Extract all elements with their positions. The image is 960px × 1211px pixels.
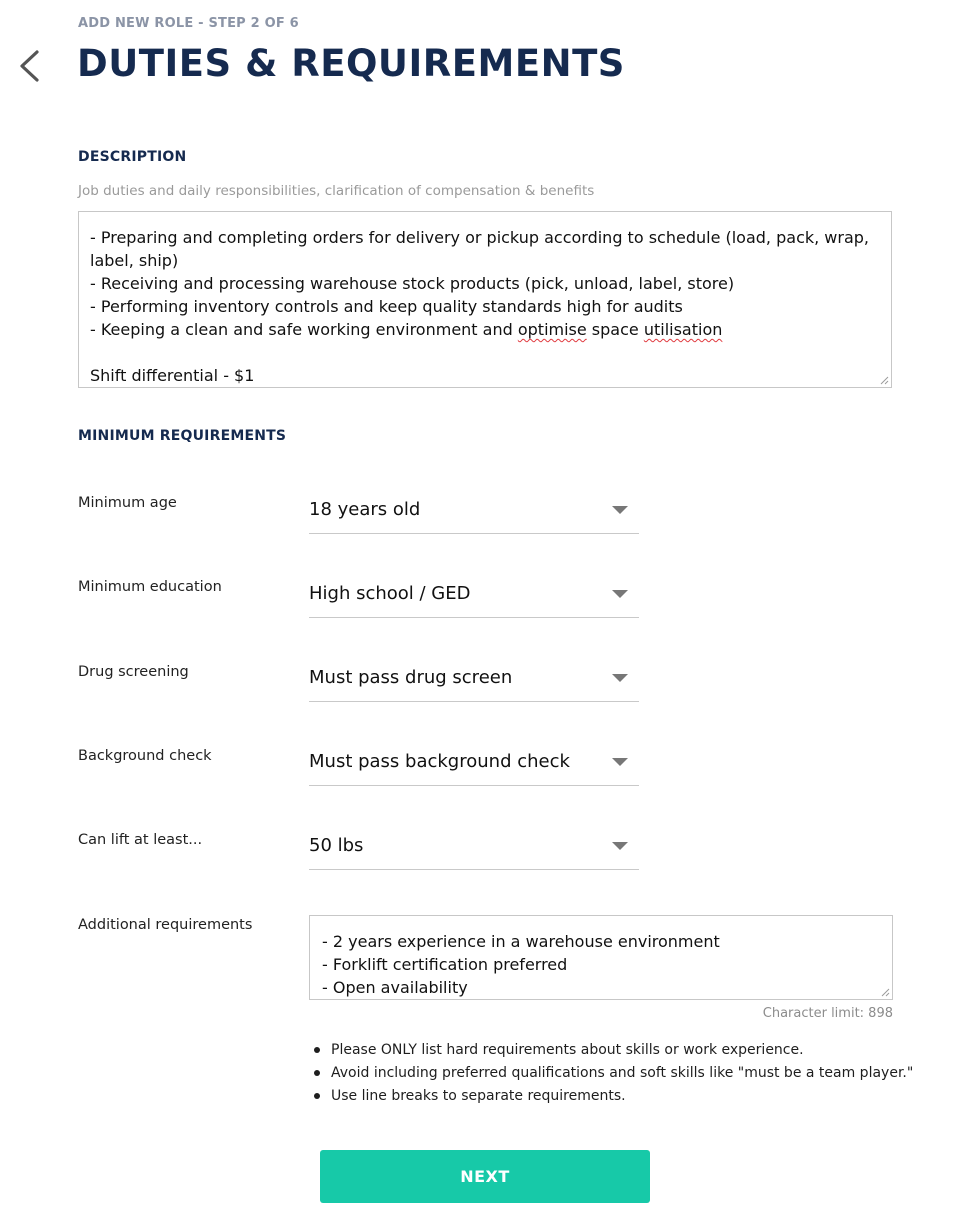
caret-down-icon xyxy=(612,506,628,515)
additional-requirements-textarea[interactable] xyxy=(309,915,893,1000)
step-indicator: ADD NEW ROLE - STEP 2 OF 6 xyxy=(78,16,299,31)
page-title: DUTIES & REQUIREMENTS xyxy=(77,42,625,85)
guideline-item: Avoid including preferred qualifications and soft skills like "must be a team player." xyxy=(312,1063,913,1086)
minimum-age-select[interactable] xyxy=(309,493,639,534)
requirements-guidelines xyxy=(312,1040,913,1109)
description-line: Shift differential - $1 xyxy=(90,366,255,385)
minimum-age-value: 18 years old xyxy=(309,499,421,520)
next-button[interactable]: NEXT xyxy=(320,1150,650,1203)
spellcheck-word: utilisation xyxy=(643,320,723,339)
description-hint: Job duties and daily responsibilities, clarification of compensation & benefits xyxy=(78,183,595,199)
guideline-item: Use line breaks to separate requirements. xyxy=(312,1086,913,1109)
description-line: - Preparing and completing orders for delivery or pickup according to schedule (load, pack, wrap, label, ship) xyxy=(90,228,875,270)
description-line: - Keeping a clean and safe working environment and optimise space utilisation xyxy=(90,320,723,339)
background-check-select[interactable] xyxy=(309,745,639,786)
background-check-label: Background check xyxy=(78,748,212,764)
spellcheck-word: optimise xyxy=(517,320,587,339)
requirements-heading: MINIMUM REQUIREMENTS xyxy=(78,428,287,444)
description-textarea[interactable] xyxy=(78,211,892,388)
drug-screening-label: Drug screening xyxy=(78,664,189,680)
chevron-left-icon xyxy=(14,44,48,88)
drug-screening-select[interactable] xyxy=(309,661,639,702)
resize-handle-icon[interactable] xyxy=(880,376,889,385)
caret-down-icon xyxy=(612,590,628,599)
description-line: - Receiving and processing warehouse stock products (pick, unload, label, store) xyxy=(90,274,735,293)
additional-requirements-label: Additional requirements xyxy=(78,917,253,933)
minimum-education-select[interactable] xyxy=(309,577,639,618)
back-button[interactable] xyxy=(14,44,48,88)
minimum-age-label: Minimum age xyxy=(78,495,177,511)
caret-down-icon xyxy=(612,674,628,683)
resize-handle-icon[interactable] xyxy=(881,988,890,997)
minimum-education-label: Minimum education xyxy=(78,579,222,595)
lift-weight-label: Can lift at least... xyxy=(78,832,203,848)
background-check-value: Must pass background check xyxy=(309,751,570,772)
lift-weight-value: 50 lbs xyxy=(309,835,364,856)
drug-screening-value: Must pass drug screen xyxy=(309,667,513,688)
lift-weight-select[interactable] xyxy=(309,829,639,870)
caret-down-icon xyxy=(612,758,628,767)
caret-down-icon xyxy=(612,842,628,851)
description-heading: DESCRIPTION xyxy=(78,149,187,165)
character-limit: Character limit: 898 xyxy=(762,1006,893,1021)
guideline-item: Please ONLY list hard requirements about skills or work experience. xyxy=(312,1040,913,1063)
minimum-education-value: High school / GED xyxy=(309,583,471,604)
description-line: - Performing inventory controls and keep quality standards high for audits xyxy=(90,297,683,316)
additional-requirements-value: - 2 years experience in a warehouse environment - Forklift certification preferred - Open availability xyxy=(322,932,720,997)
